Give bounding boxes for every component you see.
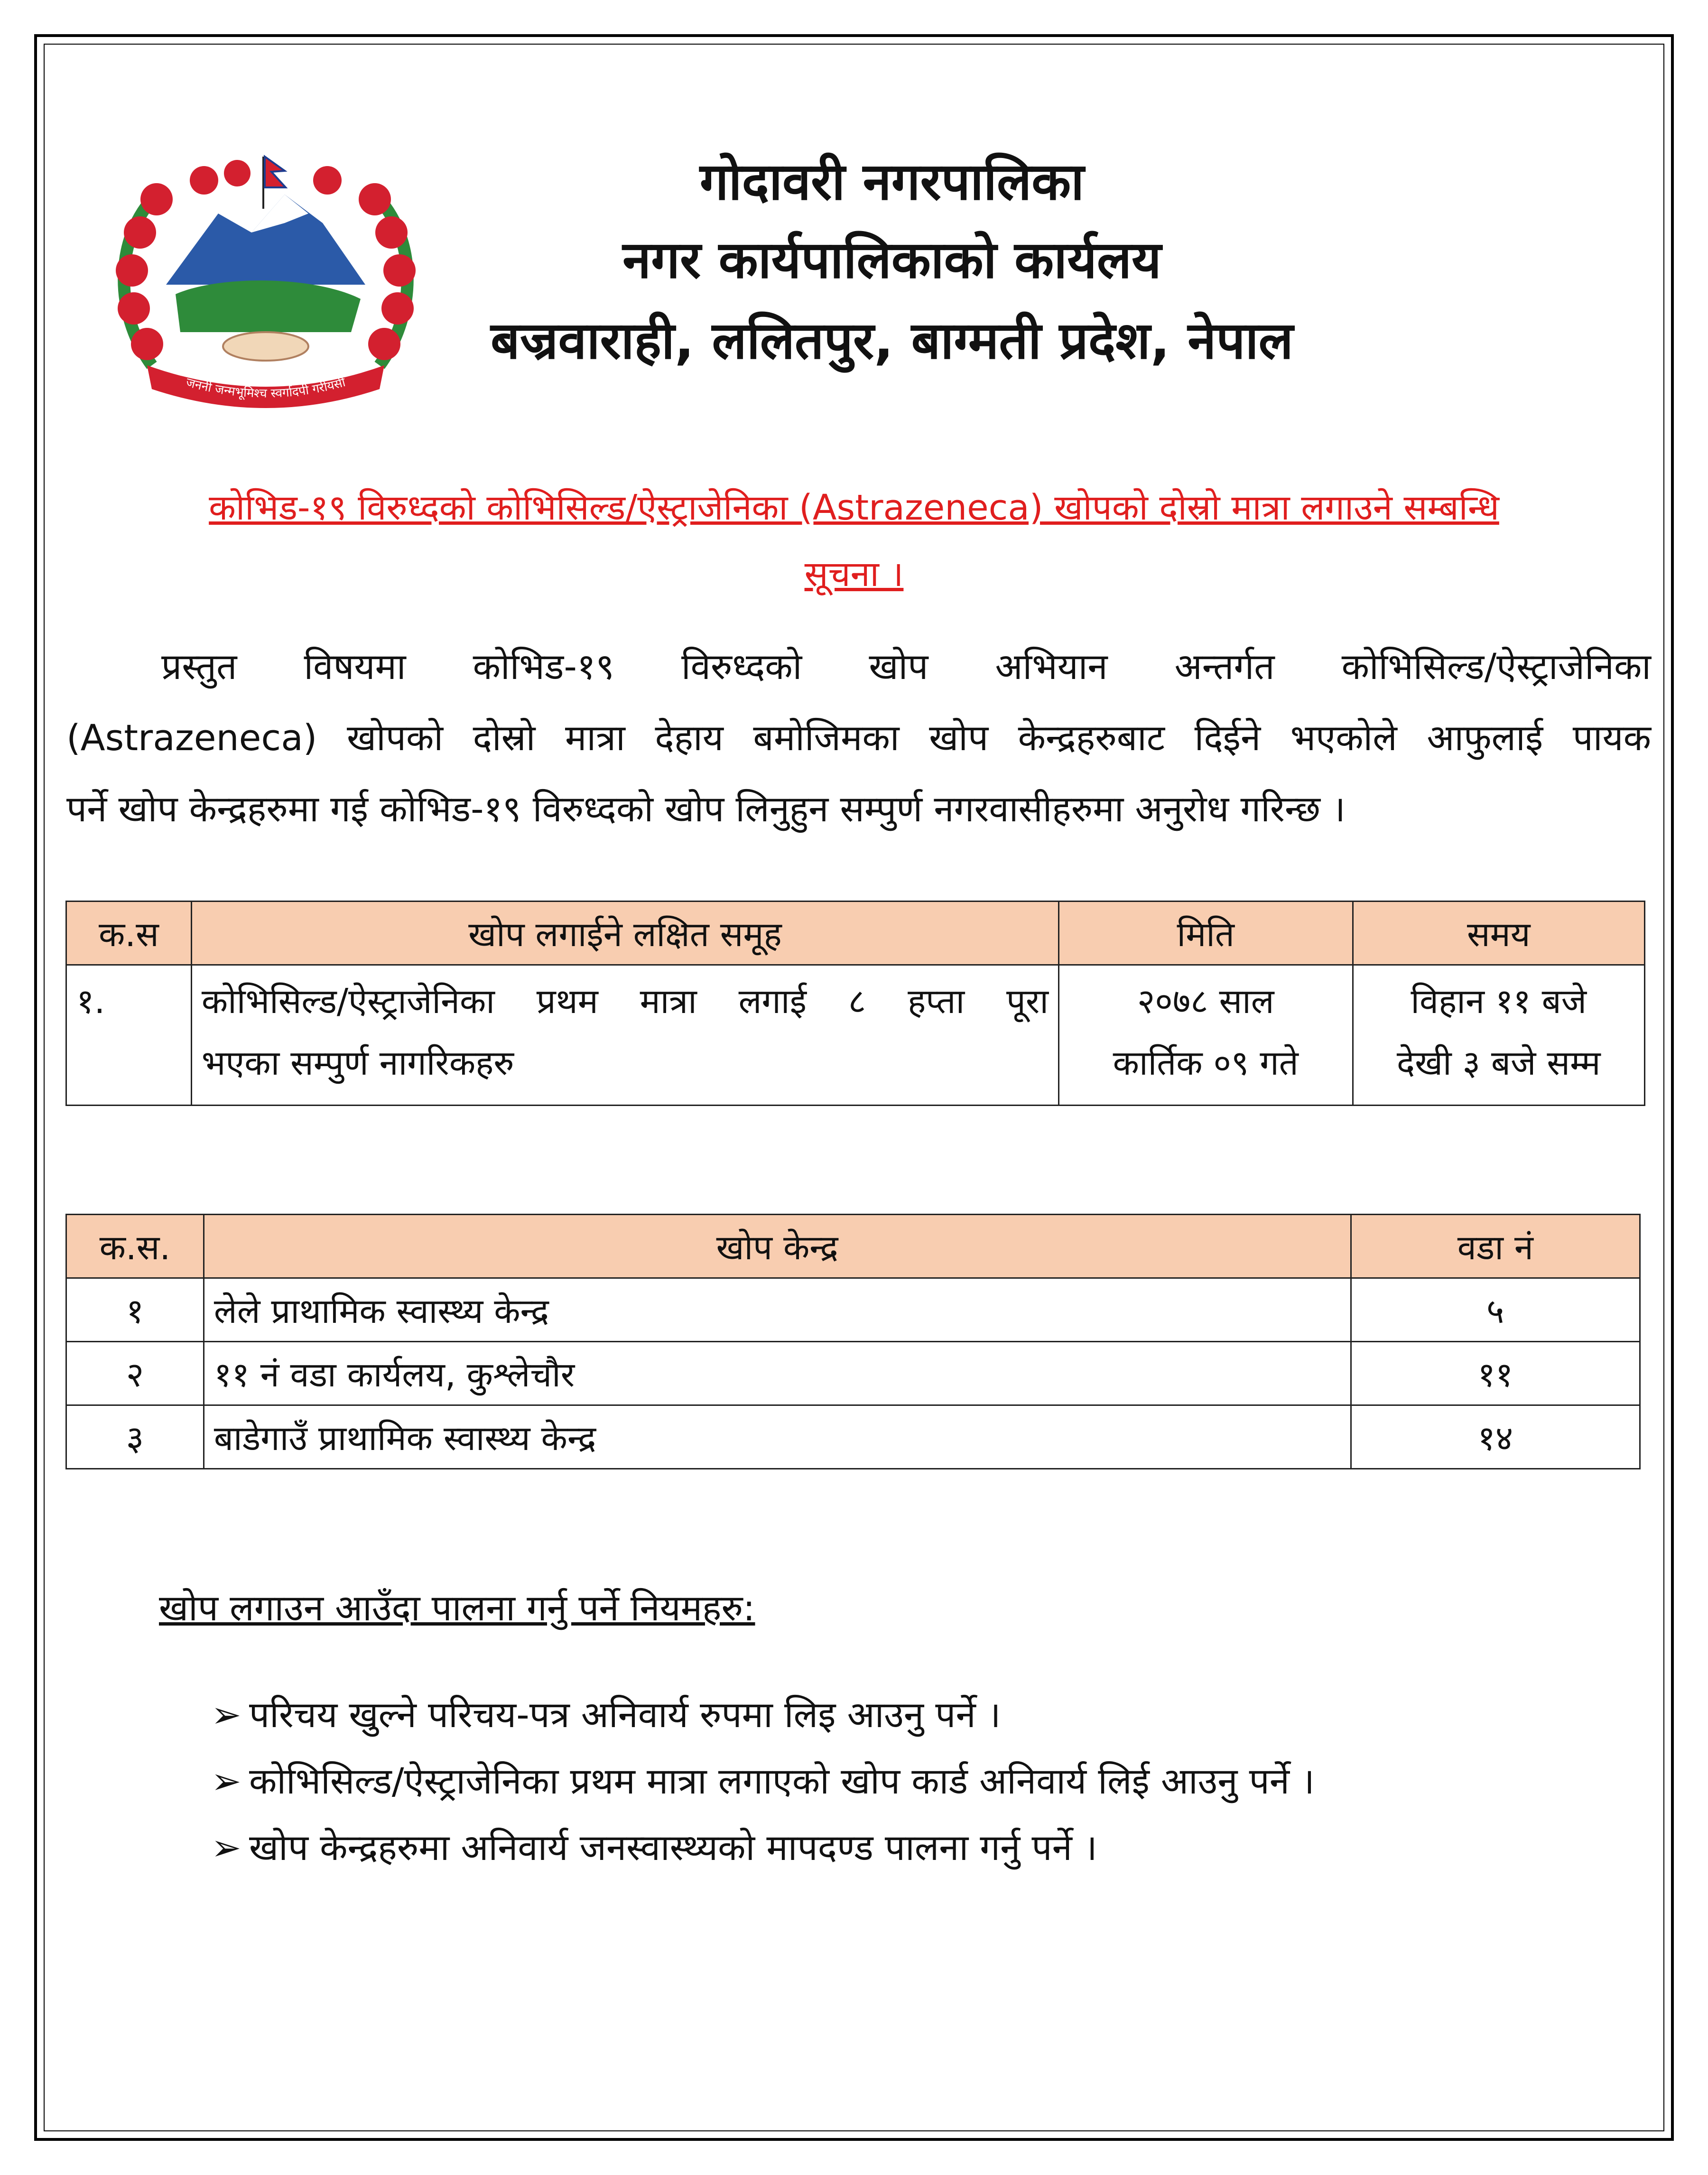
ward-cell: ११ (1351, 1342, 1640, 1405)
time-line2: देखी ३ बजे सम्म (1396, 1043, 1601, 1083)
office-address: बज्रवाराही, ललितपुर, बाग्मती प्रदेश, नेपाल (491, 311, 1293, 371)
emblem-motto: जननी जन्मभूमिश्च स्वर्गादपी गरीयसी (184, 375, 347, 401)
body-text-line2: (Astrazeneca) खोपको दोस्रो मात्रा देहाय बमोजिमका खोप केन्द्रहरुबाट दिईने भएकोले आफुलाई पायक (66, 716, 1651, 759)
table-row (66, 1278, 1640, 1342)
column-header: समय (1353, 902, 1645, 965)
target-group-cell (191, 965, 1058, 1106)
table-row (66, 1405, 1640, 1469)
time-line1: विहान ११ बजे (1411, 981, 1587, 1021)
date-cell (1059, 965, 1353, 1106)
schedule-table (65, 901, 1645, 1106)
serial-cell: २ (66, 1342, 204, 1405)
serial-cell (66, 965, 192, 1106)
table-row (66, 965, 1645, 1106)
rules-heading: खोप लगाउन आउँदा पालना गर्नु पर्ने नियमहरु: (159, 1587, 755, 1629)
arrow-bullet-icon: ➢ (211, 1826, 241, 1868)
table-row (66, 1342, 1640, 1405)
rule-item (211, 1822, 1097, 1871)
ward-cell: १४ (1351, 1405, 1640, 1469)
rule-text: कोभिसिल्ड/ऐस्ट्राजेनिका प्रथम मात्रा लगाएको खोप कार्ड अनिवार्य लिई आउनु पर्ने । (249, 1760, 1315, 1802)
target-group-line1: कोभिसिल्ड/ऐस्ट्राजेनिका प्रथम मात्रा लगाई ८ हप्ता पूरा (201, 981, 1049, 1021)
table-header-row (66, 902, 1645, 965)
date-line2: कार्तिक ०९ गते (1113, 1043, 1299, 1083)
office-name: नगर कार्यपालिकाको कार्यलय (622, 231, 1161, 290)
notice-subject-line2: सूचना । (804, 554, 904, 595)
body-text-line1: प्रस्तुत विषयमा कोभिड-१९ विरुध्दको खोप अभियान अन्तर्गत कोभिसिल्ड/ऐस्ट्राजेनिका (161, 645, 1651, 688)
rule-item (211, 1756, 1315, 1804)
ward-cell: ५ (1351, 1278, 1640, 1342)
column-header: क.स. (66, 1215, 204, 1278)
serial-number: १. (76, 981, 105, 1021)
center-cell: लेले प्राथामिक स्वास्थ्य केन्द्र (204, 1278, 1351, 1342)
nepal-emblem (95, 142, 436, 408)
arrow-bullet-icon: ➢ (211, 1760, 241, 1802)
handshake-icon (223, 332, 308, 361)
vaccination-centers-table (65, 1214, 1641, 1469)
time-cell (1353, 965, 1645, 1106)
target-group-line2: भएका सम्पुर्ण नागरिकहरु (201, 1043, 514, 1083)
emblem-mountain (166, 195, 365, 332)
column-header: खोप लगाईने लक्षित समूह (191, 902, 1058, 965)
table-header-row (66, 1215, 1640, 1278)
center-cell: ११ नं वडा कार्यलय, कुश्लेचौर (204, 1342, 1351, 1405)
column-header: खोप केन्द्र (204, 1215, 1351, 1278)
rule-item (211, 1689, 1001, 1738)
serial-cell: ३ (66, 1405, 204, 1469)
notice-subject-line1: कोभिड-१९ विरुध्दको कोभिसिल्ड/ऐस्ट्राजेनिका (Astrazeneca) खोपको दोस्रो मात्रा लगाउने सम्बन्धि (209, 487, 1499, 528)
arrow-bullet-icon: ➢ (211, 1693, 241, 1736)
column-header: वडा नं (1351, 1215, 1640, 1278)
municipality-name: गोदावरी नगरपालिका (699, 152, 1085, 212)
center-cell: बाडेगाउँ प्राथामिक स्वास्थ्य केन्द्र (204, 1405, 1351, 1469)
rule-text: परिचय खुल्ने परिचय-पत्र अनिवार्य रुपमा लिइ आउनु पर्ने । (249, 1693, 1001, 1736)
serial-cell: १ (66, 1278, 204, 1342)
date-line1: २०७८ साल (1137, 981, 1274, 1021)
rule-text: खोप केन्द्रहरुमा अनिवार्य जनस्वास्थ्यको मापदण्ड पालना गर्नु पर्ने । (249, 1826, 1097, 1868)
column-header: क.स (66, 902, 192, 965)
body-text-line3: पर्ने खोप केन्द्रहरुमा गई कोभिड-१९ विरुध्दको खोप लिनुहुन सम्पुर्ण नगरवासीहरुमा अनुरोध गरिन्छ । (66, 788, 1346, 830)
column-header: मिति (1059, 902, 1353, 965)
